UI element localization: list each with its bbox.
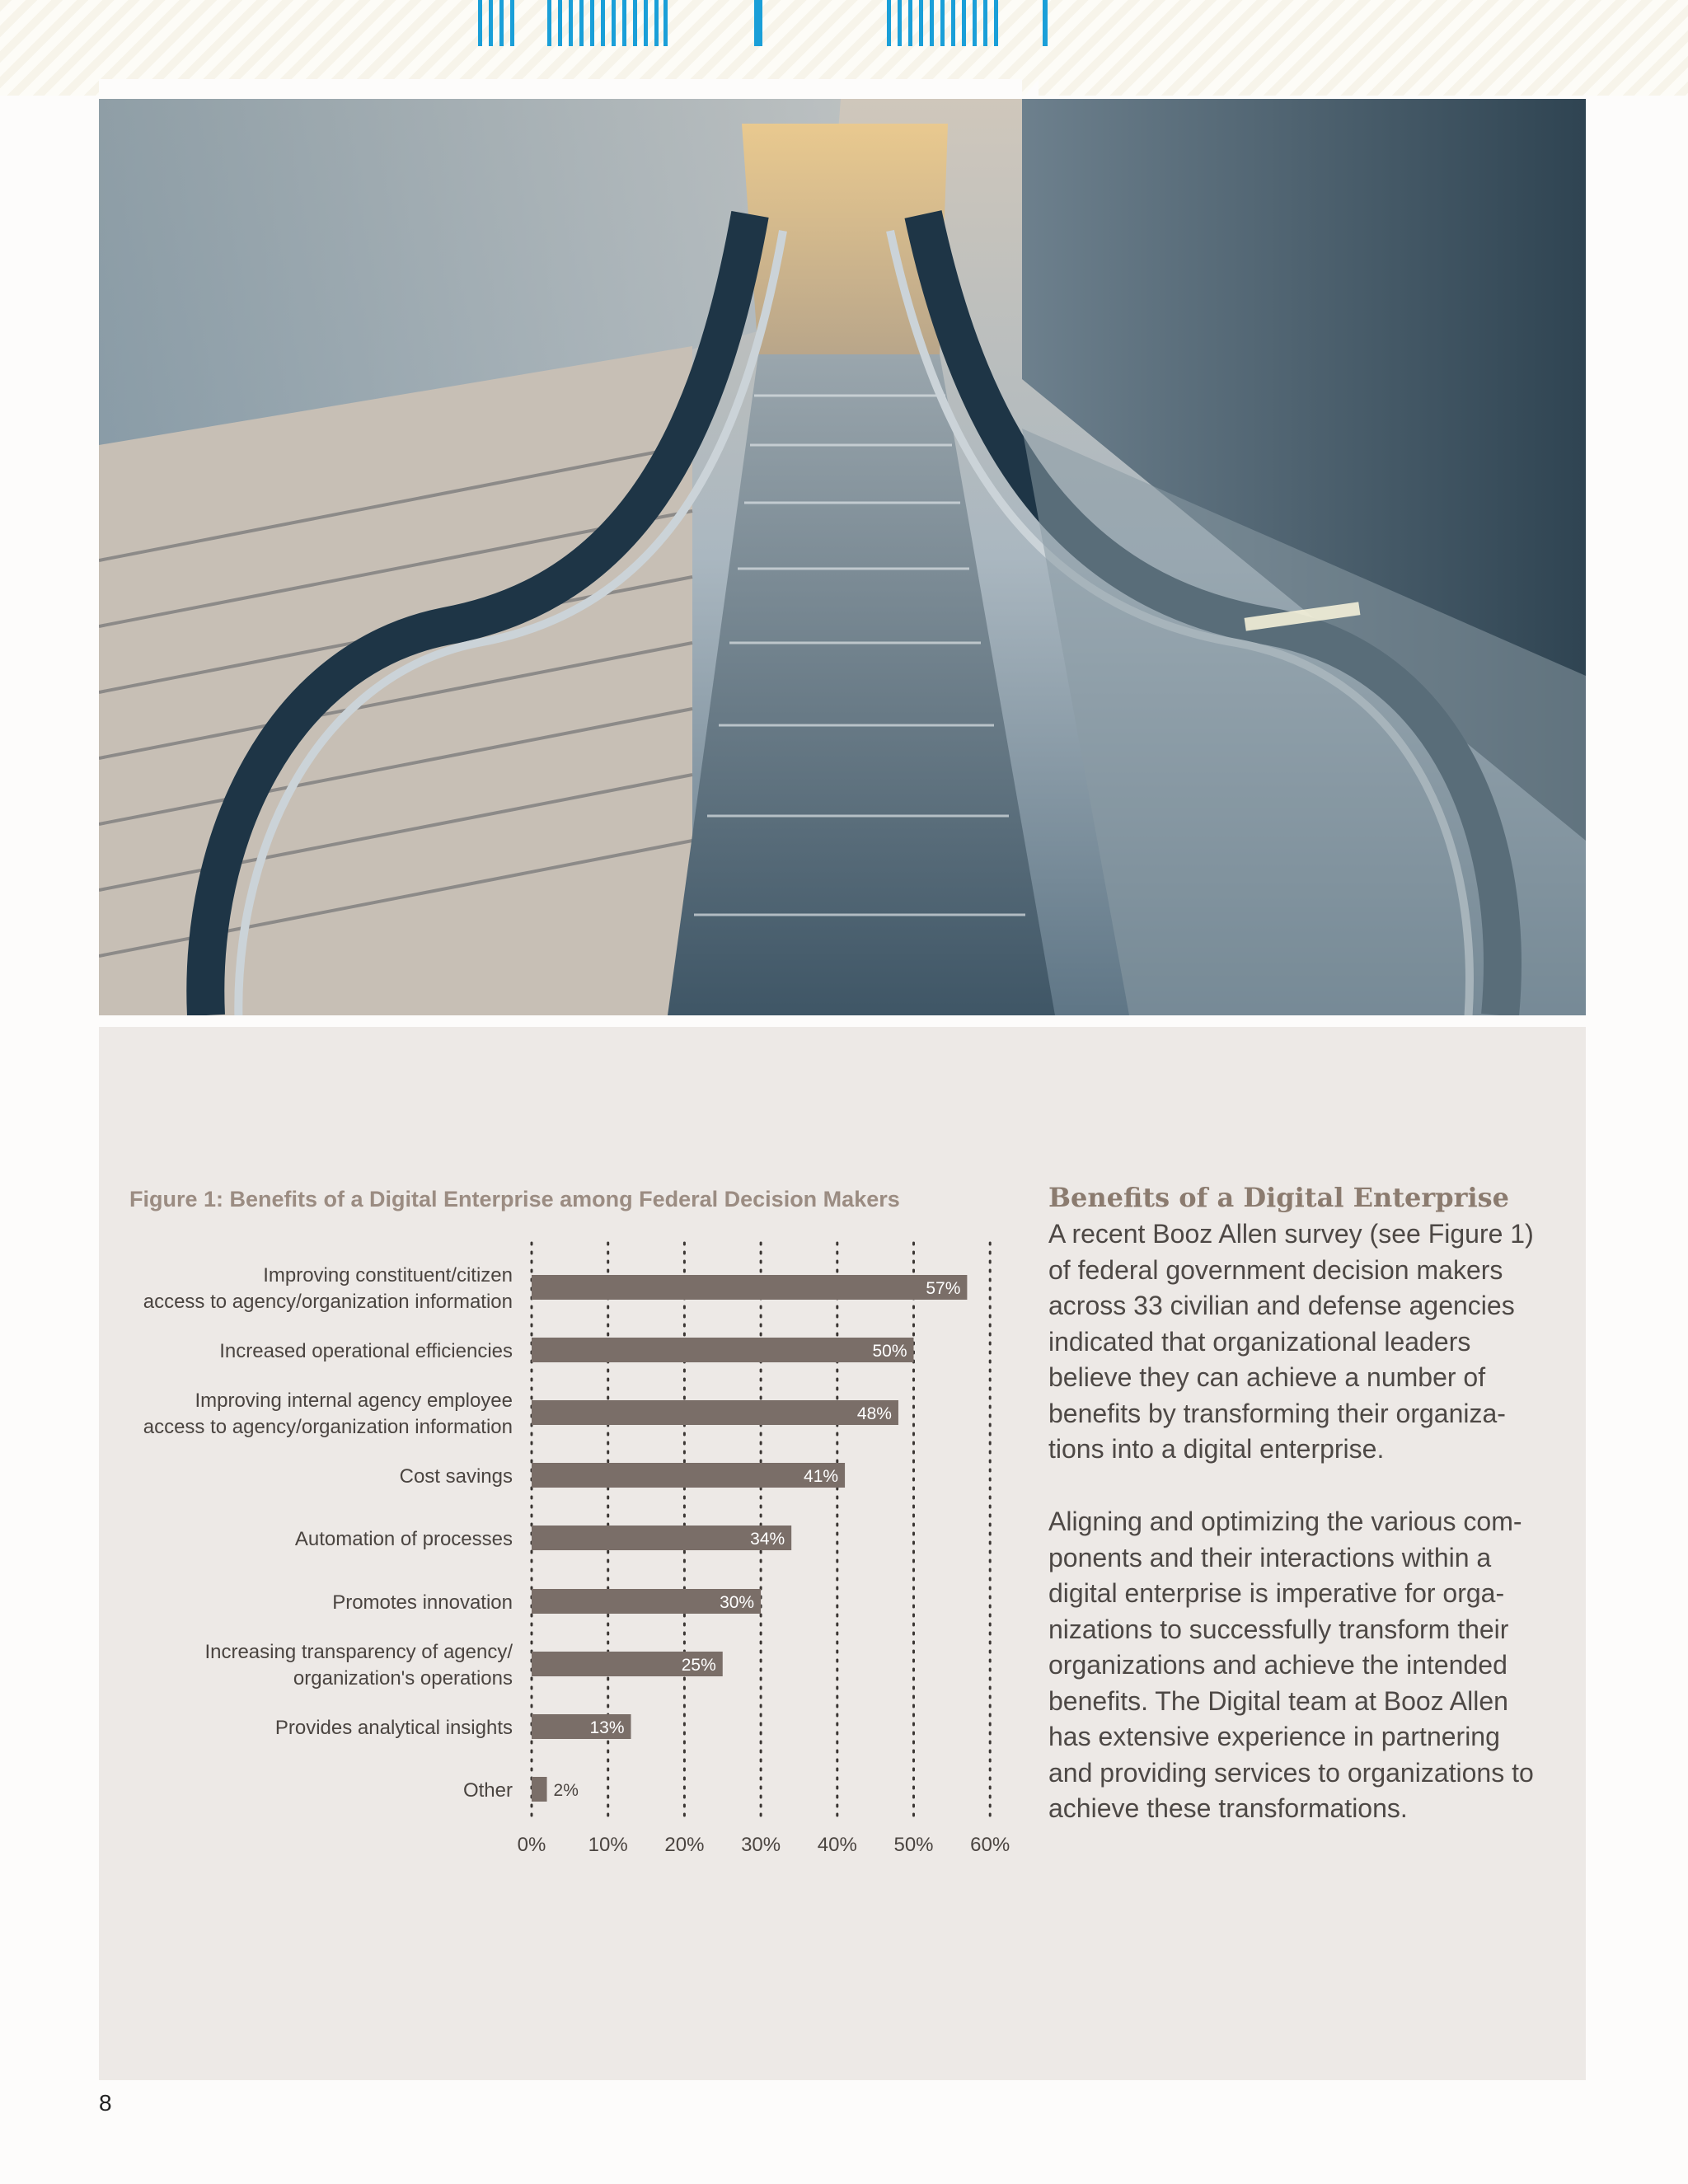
paragraph-1: A recent Booz Allen survey (see Figure 1) of federal government decision makers across 33 civilian and defense agencies indicated that organizational leaders believe they can achieve a number of benefits by transforming their organiza-tions into a digital enterprise.	[1048, 1219, 1534, 1464]
x-tick-label: 0%	[517, 1834, 546, 1856]
category-label: Cost savings	[399, 1465, 513, 1488]
section-heading: Benefits of a Digital Enterprise	[1048, 1182, 1510, 1213]
category-label: Improving constituent/citizen	[263, 1264, 513, 1286]
data-label: 41%	[804, 1467, 839, 1486]
category-label: Improving internal agency employee	[195, 1390, 513, 1412]
bar-4	[532, 1463, 845, 1488]
category-label: Other	[462, 1779, 513, 1802]
x-tick-label: 50%	[893, 1834, 934, 1856]
data-label: 25%	[681, 1656, 716, 1675]
x-tick-label: 20%	[664, 1834, 705, 1856]
bar-1	[532, 1275, 967, 1300]
x-tick-label: 40%	[817, 1834, 857, 1856]
x-tick-label: 60%	[970, 1834, 1010, 1856]
bar-2	[532, 1338, 914, 1362]
category-label: Increasing transparency of agency/	[204, 1641, 513, 1663]
data-label: 34%	[750, 1530, 785, 1549]
bar-3	[532, 1400, 898, 1425]
category-label: Promotes innovation	[332, 1591, 513, 1614]
data-label: 13%	[589, 1718, 625, 1737]
category-label: Increased operational efficiencies	[219, 1340, 513, 1362]
page-number: 8	[99, 2090, 112, 2116]
data-label: 2%	[553, 1781, 579, 1800]
data-label: 30%	[720, 1593, 755, 1612]
data-label: 57%	[926, 1279, 961, 1298]
category-label: Provides analytical insights	[274, 1717, 513, 1739]
category-label: access to agency/organization information	[143, 1416, 513, 1438]
x-tick-label: 10%	[588, 1834, 628, 1856]
figure-title: Figure 1: Benefits of a Digital Enterprise among Federal Decision Makers	[129, 1187, 900, 1212]
paragraph-2: Aligning and optimizing the various com-ponents and their interactions within a digital enterprise is imperative for orga-nizations to successfully transform their organizations and achieve the intended benefits. The Digital team at Booz Allen has extensive experience in partnering and providing services to organizations to achieve these transformations.	[1048, 1507, 1534, 1823]
bar-9	[532, 1777, 547, 1802]
data-label: 48%	[856, 1404, 892, 1423]
category-label: Automation of processes	[294, 1528, 513, 1550]
category-label: access to agency/organization information	[143, 1291, 513, 1313]
category-label: organization's operations	[293, 1667, 513, 1690]
data-label: 50%	[872, 1342, 907, 1361]
x-tick-label: 30%	[741, 1834, 781, 1856]
